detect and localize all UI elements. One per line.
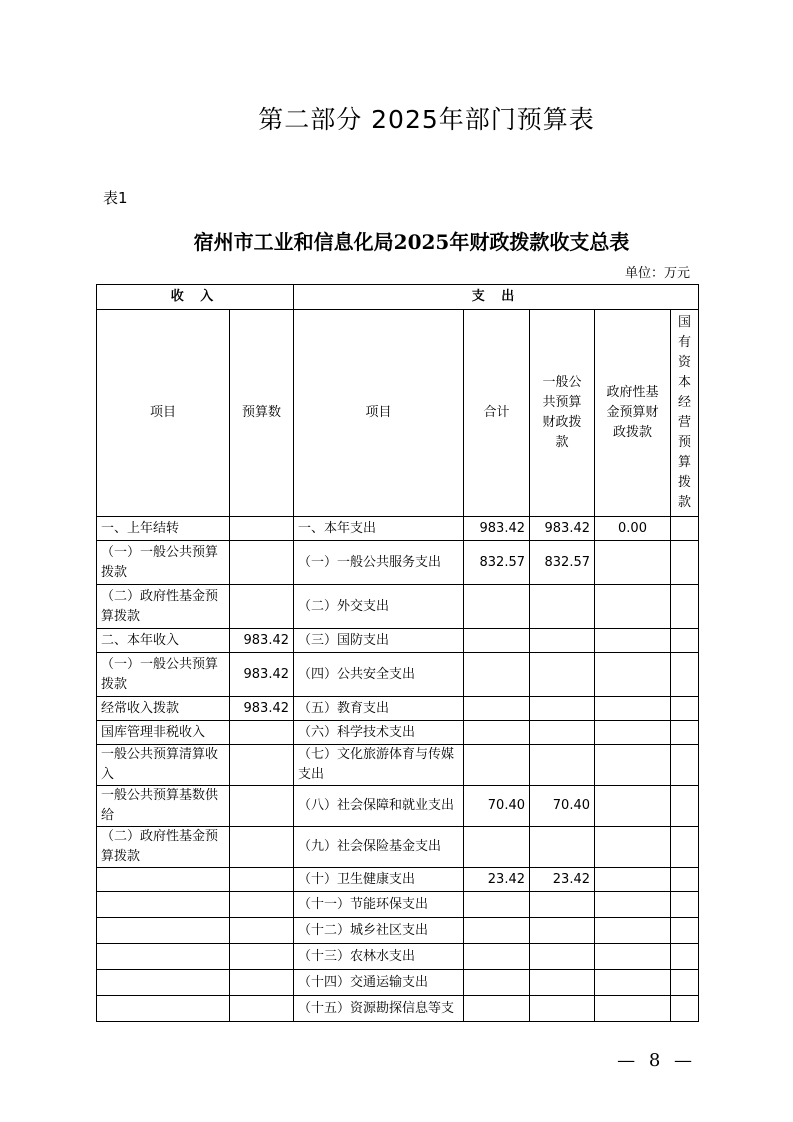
general-public-cell [530,697,595,721]
table-row [97,892,699,918]
state-capital-cell [671,827,699,868]
state-capital-cell [671,868,699,892]
total-cell [464,585,530,629]
gov-fund-cell [595,745,671,786]
expense-item-cell: （五）教育支出 [294,697,464,721]
general-public-cell [530,585,595,629]
state-capital-cell [671,996,699,1022]
gov-fund-cell [595,541,671,585]
total-cell [464,996,530,1022]
income-item-cell: 国库管理非税收入 [97,721,230,745]
expense-item-cell: （一）一般公共服务支出 [294,541,464,585]
total-cell [464,697,530,721]
income-budget-cell [230,868,294,892]
table-row [97,585,699,629]
income-budget-cell [230,827,294,868]
gov-fund-cell: 0.00 [595,517,671,541]
table-row [97,517,699,541]
general-public-cell [530,827,595,868]
header-group-row [97,285,699,310]
state-capital-cell [671,653,699,697]
gov-fund-cell [595,944,671,970]
table-row [97,541,699,585]
state-capital-cell [671,541,699,585]
state-capital-cell [671,629,699,653]
income-item-cell: 一、上年结转 [97,517,230,541]
general-public-cell: 70.40 [530,786,595,827]
part-title: 第二部分 2025年部门预算表 [258,105,595,134]
income-item-cell: 一般公共预算清算收入 [97,745,230,786]
general-public-cell: 983.42 [530,517,595,541]
total-cell: 832.57 [464,541,530,585]
income-item-cell [97,970,230,996]
table-row [97,721,699,745]
page-number: — 8 — [617,1050,696,1071]
state-capital-cell [671,721,699,745]
table-row [97,827,699,868]
income-item-cell: （一）一般公共预算拨款 [97,541,230,585]
income-budget-cell [230,517,294,541]
state-capital-cell [671,970,699,996]
expense-item-cell: （十二）城乡社区支出 [294,918,464,944]
total-cell [464,653,530,697]
expense-item-cell: （十五）资源勘探信息等支 [294,996,464,1022]
gov-fund-cell [595,868,671,892]
table-row [97,970,699,996]
income-budget-cell [230,918,294,944]
total-cell [464,721,530,745]
gov-fund-cell [595,970,671,996]
income-item-cell [97,892,230,918]
table-row [97,944,699,970]
expense-item-cell: （八）社会保障和就业支出 [294,786,464,827]
general-public-cell: 832.57 [530,541,595,585]
budget-table [96,284,699,1022]
header-row [97,310,699,517]
table-row [97,653,699,697]
total-cell: 70.40 [464,786,530,827]
gov-fund-cell [595,918,671,944]
expense-item-cell: （十三）农林水支出 [294,944,464,970]
income-item-header: 项目 [97,310,230,517]
gov-fund-cell [595,585,671,629]
income-budget-cell [230,970,294,996]
table-row [97,918,699,944]
general-public-header [530,310,595,517]
income-item-cell: 经常收入拨款 [97,697,230,721]
expense-item-cell: 一、本年支出 [294,517,464,541]
state-capital-cell [671,585,699,629]
general-public-cell [530,721,595,745]
income-item-cell [97,918,230,944]
expense-item-cell: （十一）节能环保支出 [294,892,464,918]
expense-item-cell: （六）科学技术支出 [294,721,464,745]
gov-fund-header-text: 政府性基金预算财政拨款 [606,385,659,440]
gov-fund-cell [595,629,671,653]
expense-item-cell: （四）公共安全支出 [294,653,464,697]
table-row [97,996,699,1022]
gov-fund-cell [595,653,671,697]
state-capital-cell [671,786,699,827]
table-row [97,745,699,786]
expense-item-header: 项目 [294,310,464,517]
income-item-cell [97,868,230,892]
gov-fund-cell [595,996,671,1022]
income-item-cell: 一般公共预算基数供给 [97,786,230,827]
state-capital-cell [671,892,699,918]
total-cell: 23.42 [464,868,530,892]
income-item-cell: （二）政府性基金预算拨款 [97,585,230,629]
general-public-cell [530,653,595,697]
state-capital-header [671,310,699,517]
table-row [97,786,699,827]
table-title: 宿州市工业和信息化局2025年财政拨款收支总表 [193,230,630,254]
expense-item-cell: （三）国防支出 [294,629,464,653]
state-capital-cell [671,697,699,721]
state-capital-cell [671,918,699,944]
expense-item-cell: （九）社会保险基金支出 [294,827,464,868]
income-budget-cell [230,996,294,1022]
general-public-cell: 23.42 [530,868,595,892]
table-row [97,629,699,653]
table-number: 表1 [103,189,128,207]
gov-fund-cell [595,892,671,918]
income-budget-cell [230,585,294,629]
general-public-cell [530,996,595,1022]
income-budget-cell [230,786,294,827]
income-item-cell: （一）一般公共预算拨款 [97,653,230,697]
income-budget-cell: 983.42 [230,629,294,653]
expense-item-cell: （十）卫生健康支出 [294,868,464,892]
unit-label: 单位：万元 [624,266,690,281]
income-item-cell [97,996,230,1022]
income-budget-cell [230,892,294,918]
table-body [97,517,699,1022]
state-capital-header-text: 国有资本经营预算拨款 [678,315,692,510]
expense-header: 支 出 [294,285,699,310]
total-cell [464,944,530,970]
income-header: 收 入 [97,285,294,310]
total-cell [464,629,530,653]
general-public-cell [530,918,595,944]
expense-item-cell: （十四）交通运输支出 [294,970,464,996]
expense-item-cell: （七）文化旅游体育与传媒支出 [294,745,464,786]
total-cell [464,827,530,868]
gov-fund-cell [595,827,671,868]
gov-fund-cell [595,721,671,745]
income-budget-cell [230,944,294,970]
income-budget-header: 预算数 [230,310,294,517]
income-budget-cell: 983.42 [230,653,294,697]
general-public-cell [530,970,595,996]
total-cell [464,892,530,918]
general-public-header-text: 一般公共预算财政拨款 [542,375,582,450]
total-cell: 983.42 [464,517,530,541]
state-capital-cell [671,745,699,786]
general-public-cell [530,745,595,786]
income-item-cell [97,944,230,970]
state-capital-cell [671,517,699,541]
state-capital-cell [671,944,699,970]
total-cell [464,970,530,996]
income-budget-cell [230,721,294,745]
expense-item-cell: （二）外交支出 [294,585,464,629]
gov-fund-header [595,310,671,517]
general-public-cell [530,944,595,970]
total-cell [464,918,530,944]
total-cell [464,745,530,786]
income-item-cell: （二）政府性基金预算拨款 [97,827,230,868]
table-row [97,868,699,892]
income-budget-cell [230,745,294,786]
gov-fund-cell [595,697,671,721]
income-budget-cell [230,541,294,585]
table-row [97,697,699,721]
income-budget-cell: 983.42 [230,697,294,721]
general-public-cell [530,629,595,653]
gov-fund-cell [595,786,671,827]
total-header: 合计 [464,310,530,517]
general-public-cell [530,892,595,918]
income-item-cell: 二、本年收入 [97,629,230,653]
